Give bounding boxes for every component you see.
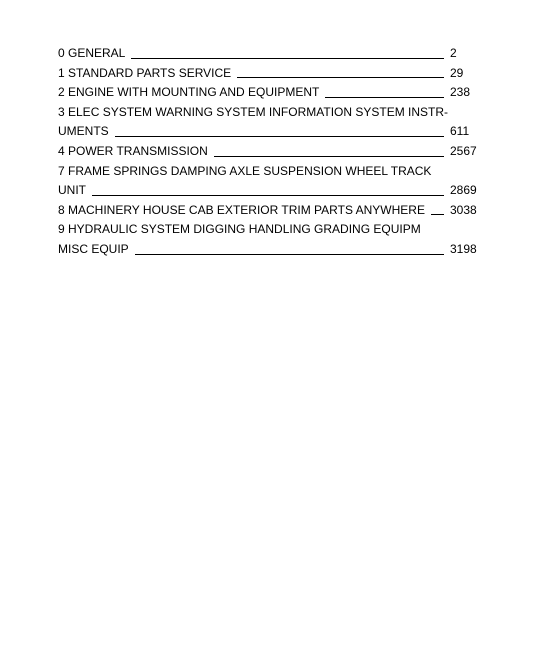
toc-entry-frame-springs[interactable] xyxy=(58,162,477,201)
toc-leader-line xyxy=(214,156,444,157)
toc-line xyxy=(58,142,477,162)
toc-entry-title: 9 HYDRAULIC SYSTEM DIGGING HANDLING GRADING EQUIPM xyxy=(58,222,421,237)
toc-leader-line xyxy=(115,136,444,137)
toc-line xyxy=(58,44,477,64)
toc-entry-title-continued: MISC EQUIP xyxy=(58,241,129,256)
toc-line xyxy=(58,162,477,182)
toc-entry-title: 2 ENGINE WITH MOUNTING AND EQUIPMENT xyxy=(58,85,320,100)
toc-page-number: 611 xyxy=(450,124,470,139)
toc-leader-line xyxy=(431,214,444,215)
toc-entry-standard-parts-service[interactable] xyxy=(58,64,477,84)
toc-line xyxy=(58,220,477,240)
toc-leader-line xyxy=(325,97,444,98)
toc-leader-line xyxy=(135,254,444,255)
toc-leader-line xyxy=(131,58,444,59)
toc-line xyxy=(58,64,477,84)
toc-page-number: 3038 xyxy=(450,202,477,217)
toc-line xyxy=(58,240,477,260)
toc-entry-title: 4 POWER TRANSMISSION xyxy=(58,143,208,158)
toc-entry-title: 7 FRAME SPRINGS DAMPING AXLE SUSPENSION WHEEL TRACK xyxy=(58,163,432,178)
toc-line xyxy=(58,201,477,221)
toc-entry-title-continued: UMENTS xyxy=(58,124,109,139)
toc-entry-general[interactable] xyxy=(58,44,477,64)
toc-entry-elec-system[interactable] xyxy=(58,103,477,142)
toc-page-number: 3198 xyxy=(450,241,477,256)
toc-leader-line xyxy=(92,195,444,196)
toc-entry-title: 1 STANDARD PARTS SERVICE xyxy=(58,65,232,80)
toc-entry-title-continued: UNIT xyxy=(58,183,86,198)
toc-page-number: 2 xyxy=(450,46,457,60)
toc-page-number: 29 xyxy=(450,65,464,80)
toc-line xyxy=(58,122,477,142)
toc-page-number: 2869 xyxy=(450,183,477,198)
table-of-contents xyxy=(58,44,477,260)
toc-entry-title: 8 MACHINERY HOUSE CAB EXTERIOR TRIM PARTS ANYWHERE xyxy=(58,202,425,217)
toc-entry-title: 3 ELEC SYSTEM WARNING SYSTEM INFORMATION SYSTEM INSTR- xyxy=(58,104,449,119)
toc-entry-engine[interactable] xyxy=(58,83,477,103)
toc-line xyxy=(58,83,477,103)
toc-page-number: 2567 xyxy=(450,143,477,158)
toc-page-number: 238 xyxy=(450,85,471,100)
toc-line xyxy=(58,181,477,201)
toc-entry-title: 0 GENERAL xyxy=(58,46,126,60)
toc-entry-power-transmission[interactable] xyxy=(58,142,477,162)
toc-entry-machinery-house[interactable] xyxy=(58,201,477,221)
toc-line xyxy=(58,103,477,123)
toc-entry-hydraulic-system[interactable] xyxy=(58,220,477,259)
toc-leader-line xyxy=(237,77,444,78)
